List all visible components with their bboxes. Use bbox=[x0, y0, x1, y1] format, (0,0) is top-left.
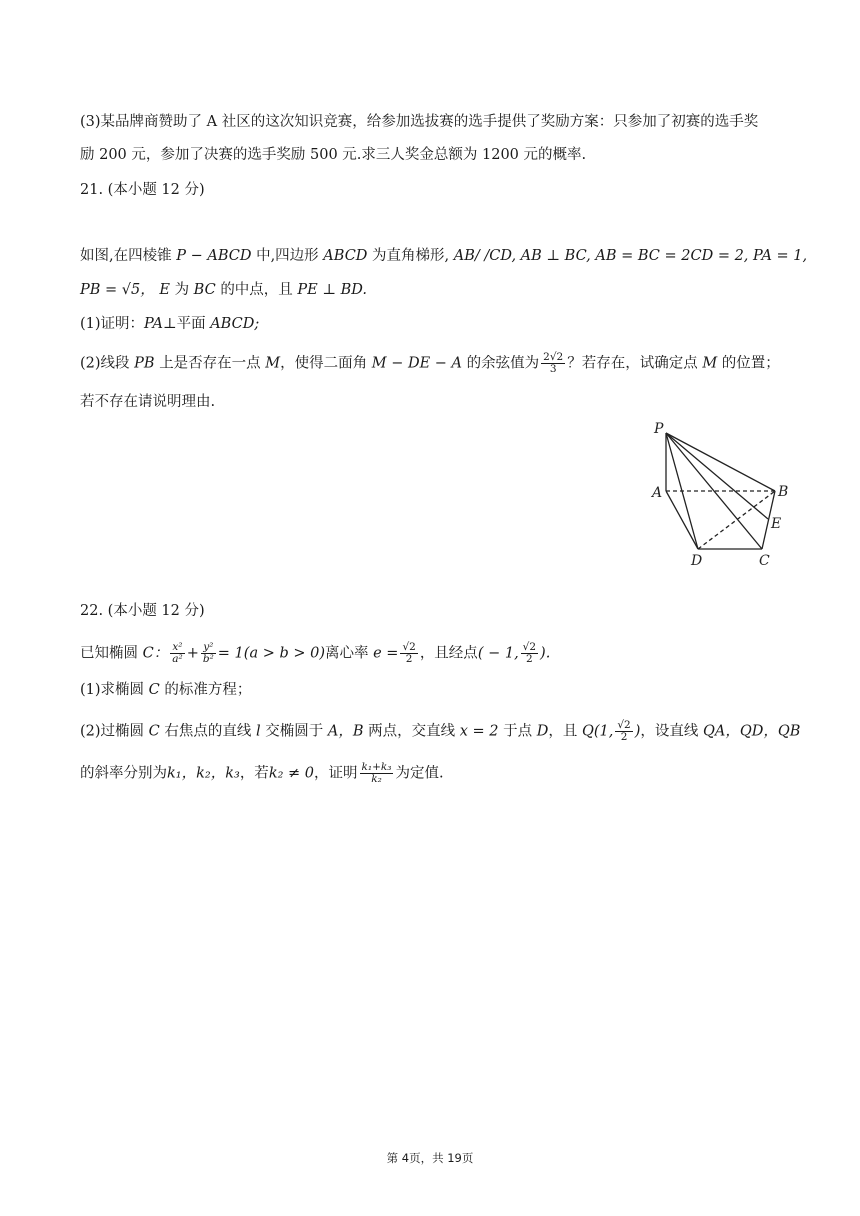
q22-frac-q bbox=[615, 720, 632, 743]
q22-frac-k-den: k₂ bbox=[371, 773, 382, 785]
label-e: E bbox=[771, 516, 782, 532]
q21-part2-line2: 若不存在请说明理由. bbox=[80, 394, 216, 410]
q21-math-abcd: ABCD bbox=[323, 248, 368, 264]
q21-part1-label: (1)证明： bbox=[80, 316, 145, 332]
q21-cosine-fraction bbox=[541, 352, 565, 375]
q21-stem-b: 中,四边形 bbox=[256, 248, 319, 264]
q22-part2-x: x = 2 bbox=[459, 723, 499, 740]
q21-stem-line2 bbox=[80, 280, 367, 300]
q22-part1-b: 的标准方程； bbox=[164, 682, 252, 698]
q22-part2-Q: Q(1, bbox=[581, 723, 614, 740]
q21-header: 21. (本小题 12 分) bbox=[80, 182, 205, 198]
q22-header: 22. (本小题 12 分) bbox=[80, 603, 205, 619]
q21-line2-b: 为 bbox=[174, 282, 190, 298]
edge-pe bbox=[666, 433, 768, 519]
label-a: A bbox=[652, 485, 663, 501]
q22-part2-k: k₁，k₂，k₃ bbox=[167, 765, 240, 782]
q22-part1-a: (1)求椭圆 bbox=[80, 682, 145, 698]
q21-math-pebd: PE ⊥ BD. bbox=[297, 282, 367, 298]
q21-part2-b: 上是否存在一点 bbox=[159, 355, 261, 372]
q22-part2-Qend: ) bbox=[634, 723, 641, 740]
q22-stem-c: C： bbox=[142, 645, 169, 662]
q22-frac-pt-den: 2 bbox=[526, 653, 533, 665]
q22-plus: + bbox=[186, 645, 199, 662]
q21-math-bc: BC bbox=[193, 282, 216, 298]
q22-frac-k bbox=[360, 762, 394, 785]
q21-part1-b: ⊥平面 bbox=[162, 316, 206, 332]
q21-line2-c: 的中点，且 bbox=[220, 282, 293, 298]
q21-math-e: E bbox=[159, 282, 170, 298]
q22-frac-k-num: k₁+k₃ bbox=[361, 761, 392, 773]
q22-part2-f: 于点 bbox=[503, 723, 533, 740]
q22-part2-d: 交椭圆于 bbox=[265, 723, 324, 740]
q22-part2-g: ，且 bbox=[548, 723, 578, 740]
q22-part2-line2-d: 为定值. bbox=[395, 765, 444, 782]
q22-frac-e-den: 2 bbox=[405, 653, 413, 665]
q22-frac-q-den: 2 bbox=[620, 731, 628, 743]
q22-part2-e: 两点，交直线 bbox=[368, 723, 456, 740]
q21-math-pabcd: P − ABCD bbox=[176, 248, 252, 264]
q21-stem-a: 如图,在四棱锥 bbox=[80, 248, 172, 264]
q22-part2-k2: k₂ ≠ 0 bbox=[268, 765, 315, 782]
q21-math-m2: M bbox=[702, 355, 718, 372]
q21-math-pb: PB bbox=[134, 355, 155, 372]
q22-stem bbox=[80, 642, 550, 665]
q22-part2-D: D bbox=[536, 723, 549, 740]
q22-frac-e bbox=[400, 642, 417, 665]
q22-stem-pt-a: ( − 1, bbox=[477, 645, 519, 662]
q20-part3-line2: 励 200 元，参加了决赛的选手奖励 500 元.求三人奖金总额为 1200 元的概率. bbox=[80, 147, 587, 163]
q22-part1-c: C bbox=[148, 682, 160, 698]
q22-stem-b: 离心率 bbox=[324, 645, 369, 662]
q22-stem-eq: = 1(a > b > 0) bbox=[217, 645, 325, 662]
q21-math-abcd2: ABCD; bbox=[210, 316, 260, 332]
q22-part1 bbox=[80, 680, 251, 700]
q21-part2-e: ？若存在，试确定点 bbox=[567, 355, 698, 372]
q21-part2-d: 的余弦值为 bbox=[466, 355, 540, 372]
q22-part2-a: (2)过椭圆 bbox=[80, 723, 145, 740]
q22-stem-e: e = bbox=[373, 645, 399, 662]
q22-frac-e-num: √2 bbox=[402, 641, 416, 653]
q22-part2-line2-a: 的斜率分别为 bbox=[80, 765, 167, 782]
q21-stem-c: 为直角梯形, bbox=[372, 248, 450, 264]
q22-frac-x-num: x² bbox=[170, 642, 184, 654]
label-p: P bbox=[654, 421, 664, 437]
q21-math-m: M bbox=[265, 355, 281, 372]
q22-part2-line1 bbox=[80, 720, 800, 743]
q22-stem-a: 已知椭圆 bbox=[80, 645, 138, 662]
label-b: B bbox=[778, 484, 789, 500]
q22-part2-ab: A，B bbox=[327, 723, 364, 740]
q22-frac-y bbox=[201, 642, 216, 665]
q20-part3-line1: (3)某品牌商赞助了 A 社区的这次知识竞赛，给参加选拔赛的选手提供了奖励方案：只参加了初赛的选手奖 bbox=[80, 114, 759, 130]
q21-stem-line1 bbox=[80, 246, 807, 266]
q22-frac-x-den: a² bbox=[172, 653, 183, 665]
q22-part2-line2-c: ，证明 bbox=[314, 765, 358, 782]
q22-part2-line2-b: ，若 bbox=[239, 765, 269, 782]
edge-ad bbox=[666, 491, 698, 549]
q22-part2-lines: QA，QD，QB bbox=[703, 723, 801, 740]
q21-math-mdea: M − DE − A bbox=[371, 355, 463, 372]
q22-frac-x bbox=[170, 642, 184, 665]
q21-frac-num: 2√2 bbox=[543, 351, 564, 363]
q21-frac-den: 3 bbox=[549, 363, 557, 375]
q21-part2-f: 的位置； bbox=[721, 355, 780, 372]
label-c: C bbox=[759, 553, 770, 569]
q22-frac-y-den: b² bbox=[202, 653, 214, 665]
q22-stem-pt-b: ). bbox=[540, 645, 551, 662]
q22-part2-line2 bbox=[80, 762, 444, 785]
q22-part2-b: 右焦点的直线 bbox=[164, 723, 252, 740]
q21-part2-a: (2)线段 bbox=[80, 355, 130, 372]
q21-part1 bbox=[80, 314, 259, 334]
q22-frac-q-num: √2 bbox=[617, 719, 631, 731]
q22-frac-y-num: y² bbox=[201, 642, 216, 654]
q22-stem-pass: ，且经点 bbox=[419, 645, 478, 662]
q21-math-pa: PA bbox=[144, 316, 163, 332]
q21-part2-line1 bbox=[80, 352, 780, 375]
page-footer: 第 4页，共 19页 bbox=[386, 1151, 474, 1165]
q22-part2-l: l bbox=[255, 723, 261, 740]
q22-frac-pt bbox=[521, 642, 538, 665]
pyramid-figure bbox=[640, 415, 800, 575]
q21-part2-c: ，使得二面角 bbox=[280, 355, 368, 372]
q21-line2-a: PB = √5， bbox=[80, 282, 155, 298]
q21-stem-d: AB/ /CD, AB ⊥ BC, AB = BC = 2CD = 2, PA = 1, bbox=[453, 248, 808, 264]
q22-frac-pt-num: √2 bbox=[522, 641, 537, 653]
q22-part2-c: C bbox=[148, 723, 160, 740]
q22-part2-h: ，设直线 bbox=[640, 723, 699, 740]
edge-pb bbox=[666, 433, 775, 491]
label-d: D bbox=[691, 553, 703, 569]
